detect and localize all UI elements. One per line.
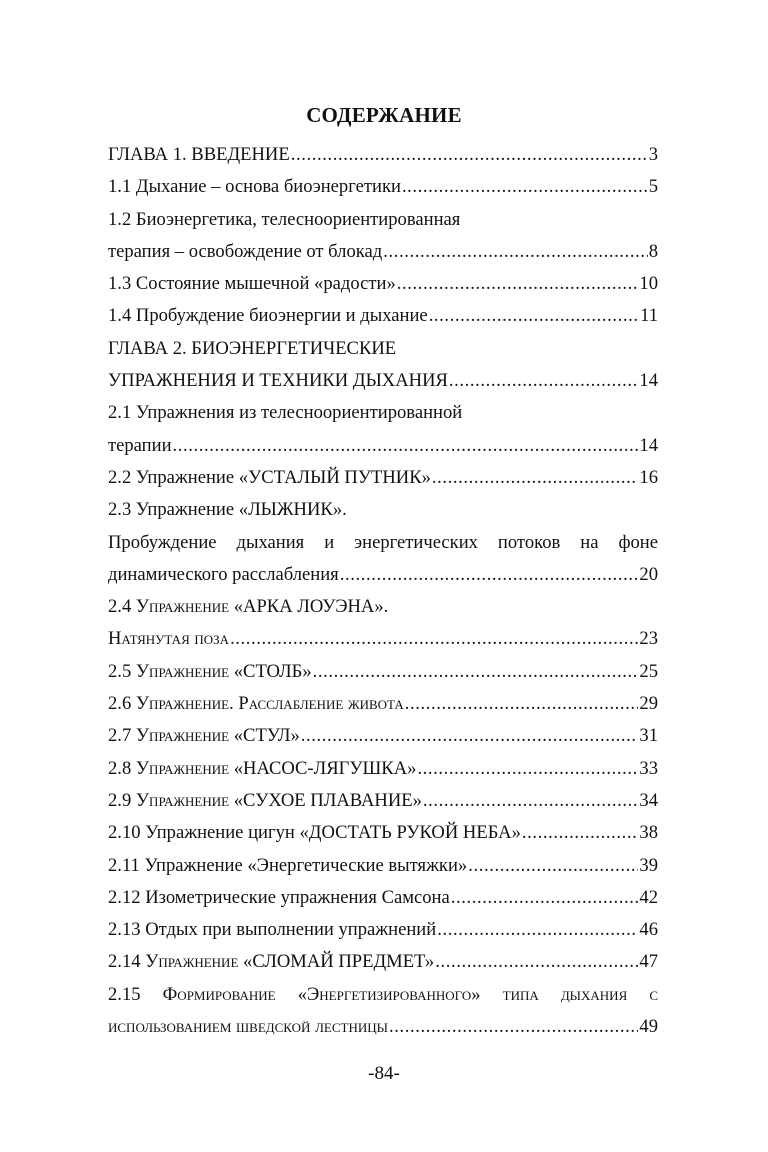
toc-entry-label: 2.15 Формирование «Энергетизированного» типа дыхания с	[108, 983, 658, 1005]
toc-entry	[108, 268, 658, 300]
toc-entry	[108, 397, 658, 429]
toc-entry-label: 2.7 Упражнение «СТУЛ»	[108, 725, 300, 747]
toc-leader-dots	[417, 753, 638, 785]
toc-entry-page: 31	[639, 725, 658, 747]
table-of-contents	[108, 139, 658, 1043]
toc-entry-label: 2.12 Изометрические упражнения Самсона	[108, 886, 450, 908]
toc-entry-label: 1.3 Состояние мышечной «радости»	[108, 273, 396, 295]
toc-leader-dots	[449, 365, 639, 397]
toc-entry	[108, 914, 658, 946]
toc-leader-dots	[291, 139, 648, 171]
toc-leader-dots	[429, 300, 639, 332]
toc-entry	[108, 979, 658, 1011]
toc-entry-page: 3	[648, 144, 658, 165]
toc-entry-page: 14	[639, 370, 658, 392]
toc-entry	[108, 882, 658, 914]
toc-entry-label: ГЛАВА 2. БИОЭНЕРГЕТИЧЕСКИЕ	[108, 337, 397, 359]
toc-entry-label: 2.3 Упражнение «ЛЫЖНИК».	[108, 499, 347, 521]
toc-entry-label: 1.4 Пробуждение биоэнергии и дыхание	[108, 305, 428, 327]
toc-entry	[108, 494, 658, 526]
toc-entry-label: 2.14 Упражнение «СЛОМАЙ ПРЕДМЕТ»	[108, 951, 435, 973]
toc-entry-label: УПРАЖНЕНИЯ И ТЕХНИКИ ДЫХАНИЯ	[108, 370, 448, 392]
toc-entry-page: 46	[639, 919, 658, 941]
toc-entry	[108, 139, 658, 171]
toc-entry-page: 49	[639, 1016, 658, 1038]
toc-entry	[108, 817, 658, 849]
toc-entry-label: 2.13 Отдых при выполнении упражнений	[108, 919, 437, 941]
toc-entry	[108, 850, 658, 882]
toc-entry-label: 2.9 Упражнение «СУХОЕ ПЛАВАНИЕ»	[108, 789, 422, 811]
toc-entry-label: динамического расслабления	[108, 563, 339, 585]
toc-entry	[108, 236, 658, 268]
toc-entry-page: 11	[640, 305, 658, 327]
page-title: СОДЕРЖАНИЕ	[306, 103, 462, 127]
toc-entry-label: 2.8 Упражнение «НАСОС-ЛЯГУШКА»	[108, 757, 417, 779]
toc-entry	[108, 559, 658, 591]
toc-entry	[108, 753, 658, 785]
toc-entry-label: 1.2 Биоэнергетика, телесноориентированная	[108, 208, 461, 230]
toc-entry-page: 47	[639, 951, 658, 973]
toc-entry-label: ГЛАВА 1. ВВЕДЕНИЕ	[108, 144, 290, 165]
toc-entry-label: Пробуждение дыхания и энергетических потоков на фоне	[108, 531, 658, 553]
toc-entry	[108, 946, 658, 978]
toc-entry-page: 42	[639, 886, 658, 908]
toc-leader-dots	[313, 656, 639, 688]
toc-leader-dots	[230, 623, 638, 655]
toc-leader-dots	[340, 559, 639, 591]
toc-leader-dots	[522, 817, 639, 849]
page-number: -84-	[368, 1063, 400, 1084]
toc-entry-label: терапии	[108, 434, 172, 456]
toc-entry	[108, 1011, 658, 1043]
toc-entry-page: 5	[648, 176, 658, 198]
toc-entry-page: 38	[639, 822, 658, 844]
toc-entry	[108, 688, 658, 720]
toc-entry	[108, 333, 658, 365]
toc-entry-page: 10	[639, 273, 658, 295]
toc-entry-label: 1.1 Дыхание – основа биоэнергетики	[108, 176, 401, 198]
toc-leader-dots	[301, 720, 639, 752]
toc-entry-label: 2.10 Упражнение цигун «ДОСТАТЬ РУКОЙ НЕБА»	[108, 822, 521, 844]
toc-entry	[108, 462, 658, 494]
toc-entry-label: 2.2 Упражнение «УСТАЛЫЙ ПУТНИК»	[108, 466, 431, 488]
toc-entry	[108, 623, 658, 655]
toc-leader-dots	[432, 462, 639, 494]
toc-entry	[108, 171, 658, 203]
toc-entry	[108, 785, 658, 817]
toc-leader-dots	[423, 785, 638, 817]
toc-entry-page: 29	[639, 693, 658, 715]
toc-leader-dots	[435, 946, 638, 978]
toc-entry-page: 14	[639, 434, 658, 456]
toc-entry	[108, 365, 658, 397]
toc-entry-label: 2.5 Упражнение «СТОЛБ»	[108, 660, 312, 682]
toc-entry-page: 23	[639, 628, 658, 650]
toc-leader-dots	[389, 1011, 638, 1043]
toc-entry	[108, 527, 658, 559]
toc-entry-page: 39	[639, 854, 658, 876]
toc-leader-dots	[397, 268, 639, 300]
toc-leader-dots	[383, 236, 647, 268]
toc-leader-dots	[173, 430, 639, 462]
toc-entry-page: 33	[639, 757, 658, 779]
toc-entry-page: 16	[639, 466, 658, 488]
toc-entry-label: Натянутая поза	[108, 628, 230, 650]
toc-leader-dots	[405, 688, 639, 720]
toc-entry-page: 34	[639, 789, 658, 811]
toc-leader-dots	[402, 171, 648, 203]
toc-entry	[108, 300, 658, 332]
toc-entry-label: использованием шведской лестницы	[108, 1016, 388, 1038]
toc-entry	[108, 720, 658, 752]
toc-entry-label: терапия – освобождение от блокад	[108, 240, 383, 262]
toc-leader-dots	[468, 850, 638, 882]
toc-entry	[108, 591, 658, 623]
toc-leader-dots	[437, 914, 638, 946]
toc-entry-page: 8	[648, 240, 658, 262]
toc-entry-label: 2.6 Упражнение. Расслабление живота	[108, 693, 404, 715]
toc-entry	[108, 430, 658, 462]
toc-entry-label: 2.11 Упражнение «Энергетические вытяжки»	[108, 854, 468, 876]
toc-entry-page: 20	[639, 563, 658, 585]
toc-entry-label: 2.1 Упражнения из телесноориентированной	[108, 402, 463, 424]
toc-entry	[108, 656, 658, 688]
toc-entry	[108, 204, 658, 236]
toc-entry-page: 25	[639, 660, 658, 682]
toc-leader-dots	[451, 882, 639, 914]
toc-entry-label: 2.4 Упражнение «АРКА ЛОУЭНА».	[108, 596, 389, 618]
